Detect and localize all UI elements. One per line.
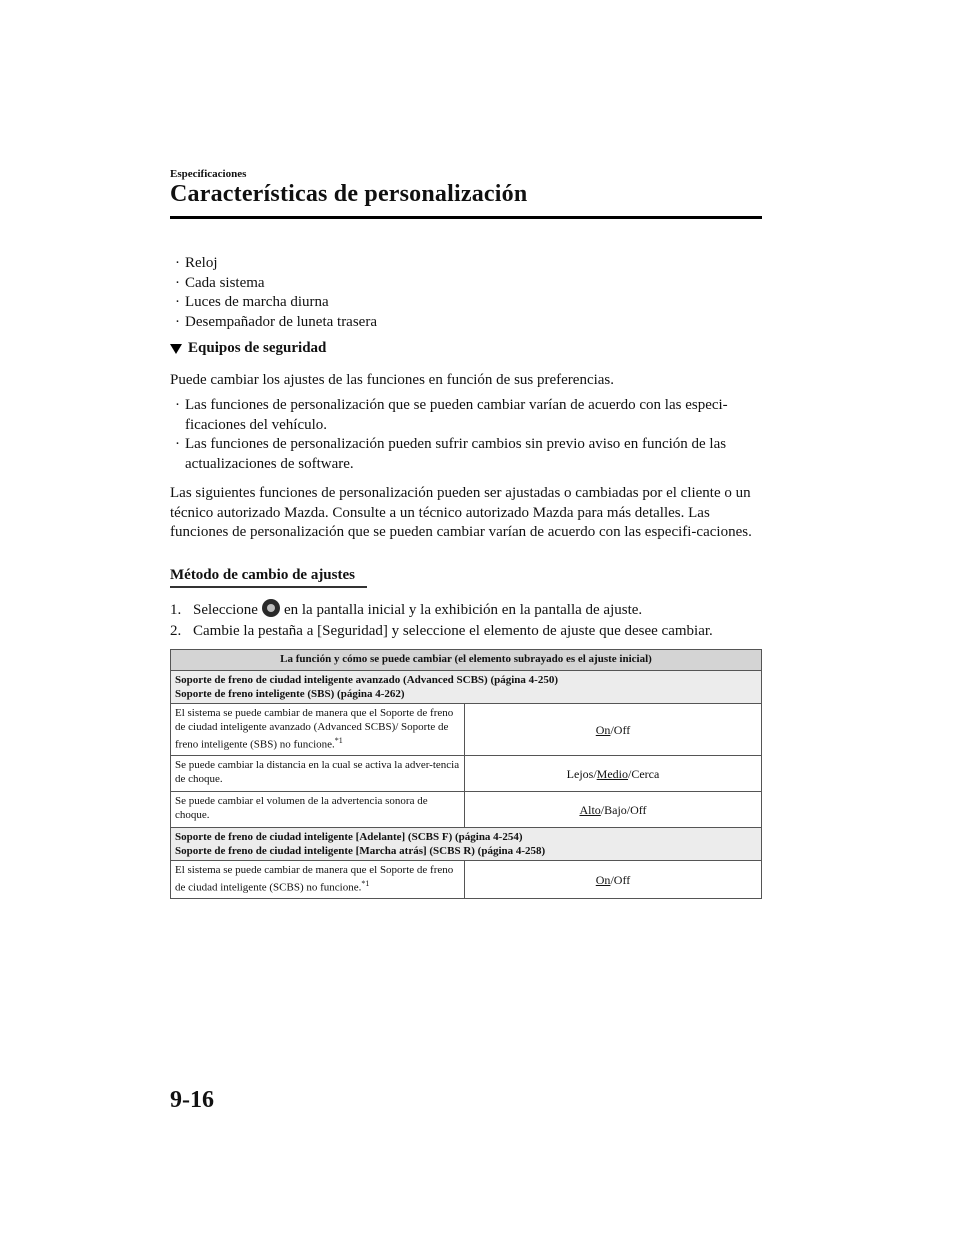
function-description: El sistema se puede cambiar de manera que el Soporte de freno de ciudad inteligente avanzado (Advanced SCBS)/ Soporte de freno inteligente (SBS) no funcione.$^{*1}$ bbox=[171, 704, 465, 756]
settings-table bbox=[170, 649, 762, 899]
step-2: 2. Cambie la pestaña a [Seguridad] y seleccione el elemento de ajuste que desee cambiar. bbox=[170, 623, 713, 639]
function-description: El sistema se puede cambiar de manera que el Soporte de freno de ciudad inteligente (SCBS) no funcione.$^{*1}$ bbox=[171, 861, 465, 899]
page-title: Características de personalización bbox=[170, 181, 528, 207]
table-row bbox=[171, 756, 762, 792]
table-header: La función y cómo se puede cambiar (el elemento subrayado es el ajuste inicial) bbox=[171, 650, 762, 671]
list-item: · Desempañador de luneta trasera bbox=[175, 313, 377, 333]
table-row bbox=[171, 861, 762, 899]
title-divider bbox=[170, 216, 762, 219]
setting-values: On/Off bbox=[465, 704, 762, 756]
table-row bbox=[171, 792, 762, 828]
bullet-icon: · bbox=[175, 274, 180, 291]
group-title: Soporte de freno de ciudad inteligente [Adelante] (SCBS F) (página 4-254) Soporte de freno de ciudad inteligente [Marcha atrás] (SCBS R) (página 4-258) bbox=[171, 828, 762, 861]
page-number: 9-16 bbox=[170, 1087, 214, 1113]
safety-heading-text: Equipos de seguridad bbox=[188, 340, 327, 356]
table-group-row bbox=[171, 671, 762, 704]
table-header-row bbox=[171, 650, 762, 671]
method-underline bbox=[170, 586, 367, 588]
list-item: · Las funciones de personalización pueden sufrir cambios sin previo aviso en función de las actualizaciones de software. bbox=[175, 436, 727, 472]
safety-intro: Puede cambiar los ajustes de las funciones en función de sus preferencias. bbox=[170, 372, 615, 388]
settings-gear-icon bbox=[262, 599, 280, 617]
table-row bbox=[171, 704, 762, 756]
method-heading: Método de cambio de ajustes bbox=[170, 567, 355, 583]
safety-paragraph: Las siguientes funciones de personalización pueden ser ajustadas o cambiadas por el cliente o un técnico autorizado Mazda. Consulte a un técnico autorizado Mazda para más detalles. Las funciones de personalización que se pueden cambiar varían de acuerdo con las especifi-caciones. bbox=[170, 485, 752, 540]
bullet-icon: · bbox=[175, 397, 180, 413]
setting-values: Alto/Bajo/Off bbox=[465, 792, 762, 828]
function-description: Se puede cambiar la distancia en la cual se activa la adver-tencia de choque. bbox=[171, 756, 465, 792]
list-item: · Luces de marcha diurna bbox=[175, 293, 377, 313]
triangle-down-icon bbox=[170, 344, 182, 354]
safety-notes bbox=[175, 396, 765, 474]
setting-values: Lejos/Medio/Cerca bbox=[465, 756, 762, 792]
section-label: Especificaciones bbox=[170, 168, 247, 180]
steps-list bbox=[170, 600, 713, 642]
list-item: · Las funciones de personalización que se pueden cambiar varían de acuerdo con las especi-ficaciones del vehículo. bbox=[175, 397, 728, 433]
bullet-icon: · bbox=[175, 313, 180, 330]
list-item: · Cada sistema bbox=[175, 274, 377, 294]
bullet-icon: · bbox=[175, 436, 180, 452]
setting-values: On/Off bbox=[465, 861, 762, 899]
safety-heading bbox=[170, 340, 326, 357]
group-title: Soporte de freno de ciudad inteligente avanzado (Advanced SCBS) (página 4-250) Soporte de freno inteligente (SBS) (página 4-262) bbox=[171, 671, 762, 704]
function-description: Se puede cambiar el volumen de la advertencia sonora de choque. bbox=[171, 792, 465, 828]
settings-list bbox=[175, 254, 377, 332]
table-group-row bbox=[171, 828, 762, 861]
bullet-icon: · bbox=[175, 294, 180, 310]
step-1: 1. Seleccione en la pantalla inicial y la exhibición en la pantalla de ajuste. bbox=[170, 600, 713, 621]
bullet-icon: · bbox=[175, 255, 180, 271]
list-item: · Reloj bbox=[175, 254, 377, 274]
